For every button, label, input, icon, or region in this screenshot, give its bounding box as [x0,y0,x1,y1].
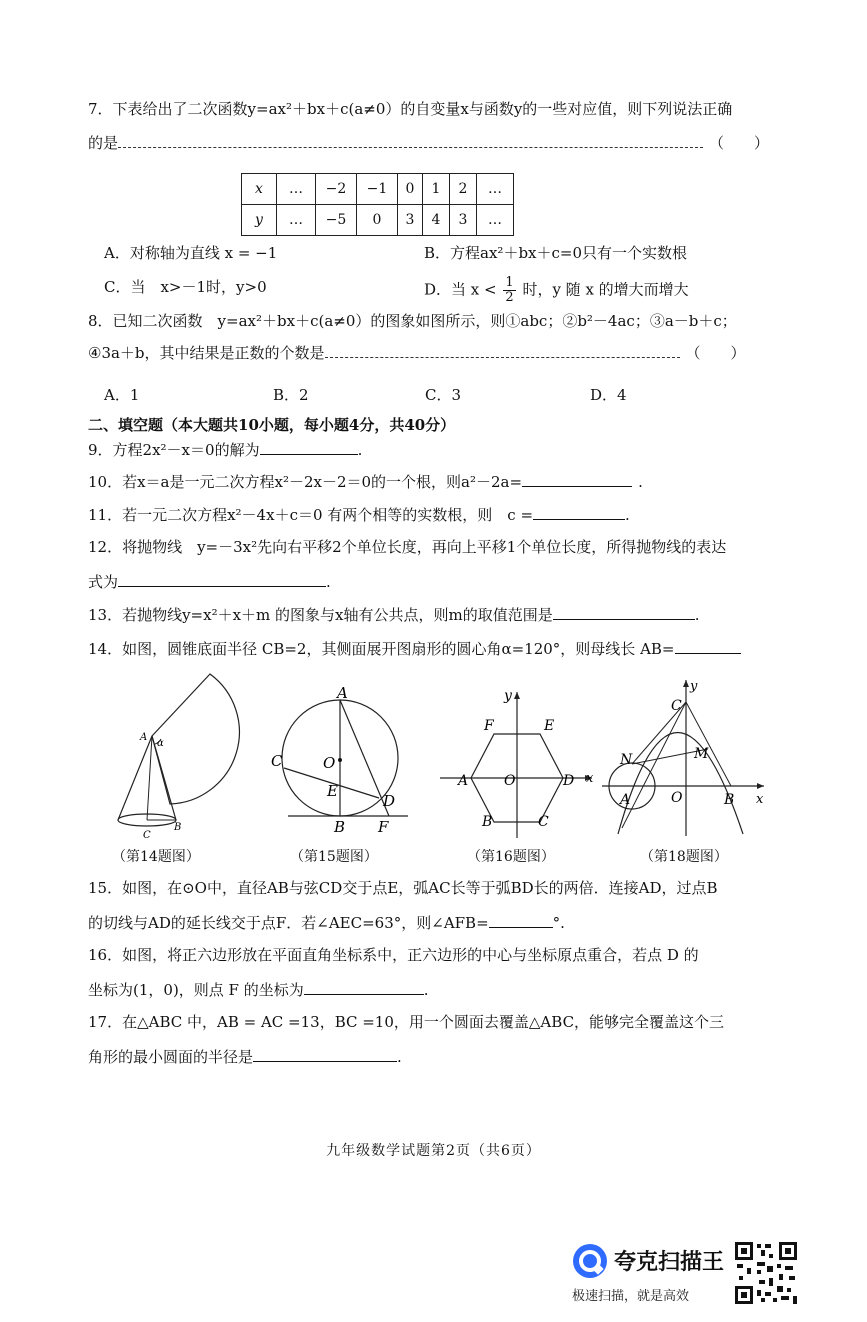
figure-18-parabola [600,676,770,841]
fig15-label-f: F [378,818,389,836]
q9 [88,438,362,461]
q10-text: 10．若x＝a是一元二次方程x²－2x－2＝0的一个根，则a²－2a= [88,473,523,491]
q8-option-a: A．1 [104,386,140,404]
figure-16-hexagon [440,684,605,840]
page-footer: 九年级数学试题第2页（共6页） [326,1143,541,1159]
fig15-label-d: D [383,792,396,810]
fig18-label-a: A [620,792,631,808]
fig18-label-m: M [694,746,709,762]
q10 [88,470,643,493]
fig15-label-b: B [334,818,346,836]
table-cell: 0 [357,205,398,236]
section-heading: 二、填空题（本大题共10小题，每小题4分，共40分） [88,416,456,434]
q15-end: °. [552,914,565,932]
q14-text: 14．如图，圆锥底面半径 CB=2，其侧面展开图扇形的圆心角α=120°，则母线长 AB= [88,640,675,658]
q17-end: . [397,1048,402,1066]
table-cell: −5 [316,205,357,236]
fig15-caption: （第15题图） [290,849,378,865]
figure-14-cone [110,668,260,843]
q11-text: 11．若一元二次方程x²－4x＋c＝0 有两个相等的实数根，则 c = [88,506,534,524]
fig16-label-f: F [484,718,494,734]
q11-end: . [625,506,630,524]
fig14-label-c: C [143,830,151,841]
fig18-label-y: y [690,679,698,694]
q12-line1: 12．将抛物线 y=－3x²先向右平移2个单位长度，再向上平移1个单位长度，所得抛物线的表达 [88,538,727,556]
fig16-label-c: C [538,814,549,830]
fig18-caption: （第18题图） [640,849,728,865]
table-cell: … [277,205,316,236]
table-cell: … [477,205,514,236]
table-cell: y [242,205,277,236]
fig16-label-e: E [544,718,555,734]
watermark-slogan: 极速扫描，就是高效 [572,1289,690,1304]
q11 [88,503,630,526]
fig14-caption: （第14题图） [112,849,200,865]
q7-line1: 7．下表给出了二次函数y=ax²＋bx＋c(a≠0）的自变量x与函数y的一些对应值，则下列说法正确 [88,100,733,118]
q7-option-d-post: 时，y 随 x 的增大而增大 [522,280,689,299]
fig15-label-a: A [337,684,348,702]
fig16-label-y: y [504,688,512,704]
table-row [242,205,514,236]
q7-paren: （ ） [709,134,770,152]
fig18-label-b: B [724,792,735,808]
fig15-label-o: O [323,754,336,772]
table-cell: 0 [398,174,423,205]
q10-answer-blank[interactable] [522,470,632,487]
q8-paren: （ ） [685,344,746,362]
fraction-numerator: 1 [505,275,514,290]
table-cell: x [242,174,277,205]
q7-option-a: A．对称轴为直线 x = −1 [104,244,278,262]
fig15-label-e: E [327,782,338,800]
table-cell: … [477,174,514,205]
table-cell: … [277,174,316,205]
figure-15-circle [268,680,418,840]
table-cell: 3 [398,205,423,236]
q9-text: 9．方程2x²－x＝0的解为 [88,441,260,459]
fig16-label-b: B [482,814,493,830]
q16-end: . [423,981,429,999]
table-cell: 3 [450,205,477,236]
fig16-label-a: A [458,773,469,789]
q17-line2 [88,1045,402,1068]
q7-line2-prefix: 的是 [88,134,119,152]
q7-option-d-pre: D．当 x < [424,280,497,299]
fig14-label-alpha: α [157,738,164,749]
table-cell: −1 [357,174,398,205]
q15-line2-text: 的切线与AD的延长线交于点F．若∠AEC=63°，则∠AFB= [88,914,489,932]
q12-end: . [326,573,331,591]
q9-answer-blank[interactable] [260,438,358,455]
fig14-label-a: A [140,732,148,743]
q8-line2-prefix: ④3a＋b，其中结果是正数的个数是 [88,344,325,362]
q10-end: . [638,473,643,491]
q7-option-d-fraction [503,276,515,305]
table-cell: 1 [423,174,450,205]
q12-line2 [88,570,331,593]
qr-code-icon [733,1240,799,1306]
q7-option-d [424,276,689,305]
q8-line1: 8．已知二次函数 y=ax²＋bx＋c(a≠0）的图象如图所示，则①abc；②b²－4ac；③a－b＋c； [88,312,737,330]
q7-line2 [88,132,769,154]
fig18-label-n: N [620,752,633,768]
q15-line2 [88,911,565,934]
q8-leader [325,347,680,358]
q12-line2-text: 式为 [88,573,119,591]
fig15-label-c: C [271,752,283,770]
q16-line2-text: 坐标为(1，0)，则点 F 的坐标为 [88,981,304,999]
q15-line1: 15．如图，在⊙O中，直径AB与弦CD交于点E，弧AC长等于弧BD长的两倍．连接AD，过点B [88,879,718,897]
fig16-label-x: x [586,771,594,786]
q7-value-table [241,173,514,236]
q13-answer-blank[interactable] [553,603,695,620]
q13-text: 13．若抛物线y=x²＋x＋m 的图象与x轴有公共点，则m的取值范围是 [88,606,553,624]
fig18-label-x: x [756,792,764,807]
q17-line1: 17．在△ABC 中，AB = AC =13，BC =10，用一个圆面去覆盖△ABC，能够完全覆盖这个三 [88,1013,725,1031]
fig16-label-o: O [504,773,516,789]
q7-option-b: B．方程ax²＋bx＋c=0只有一个实数根 [424,244,688,262]
table-row [242,174,514,205]
q7-option-c: C．当 x>－1时，y>0 [104,278,267,296]
quark-logo-icon [572,1243,608,1279]
q8-option-b: B．2 [273,386,309,404]
fig14-label-b: B [174,822,182,833]
fraction-denominator: 2 [505,290,514,305]
fig16-label-d: D [563,773,575,789]
q8-option-c: C．3 [425,386,462,404]
fig16-caption: （第16题图） [467,849,555,865]
q16-answer-blank[interactable] [304,978,424,995]
q12-answer-blank[interactable] [118,570,326,587]
watermark-brand-name: 夸克扫描王 [614,1250,725,1275]
table-cell: −2 [316,174,357,205]
q13 [88,603,700,626]
q14 [88,637,741,660]
table-cell: 4 [423,205,450,236]
q13-end: . [694,606,700,624]
q11-answer-blank[interactable] [533,503,625,520]
q16-line2 [88,978,429,1001]
q14-answer-blank[interactable] [675,637,741,654]
q15-answer-blank[interactable] [489,911,553,928]
q7-leader [118,137,703,148]
fig18-label-o: O [671,790,683,806]
fig18-label-c: C [671,698,682,714]
q16-line1: 16．如图，将正六边形放在平面直角坐标系中，正六边形的中心与坐标原点重合，若点 D 的 [88,946,699,964]
q8-line2 [88,342,746,364]
q9-end: . [357,441,363,459]
table-cell: 2 [450,174,477,205]
q8-option-d: D．4 [590,386,627,404]
q17-line2-text: 角形的最小圆面的半径是 [88,1048,254,1066]
q17-answer-blank[interactable] [253,1045,397,1062]
